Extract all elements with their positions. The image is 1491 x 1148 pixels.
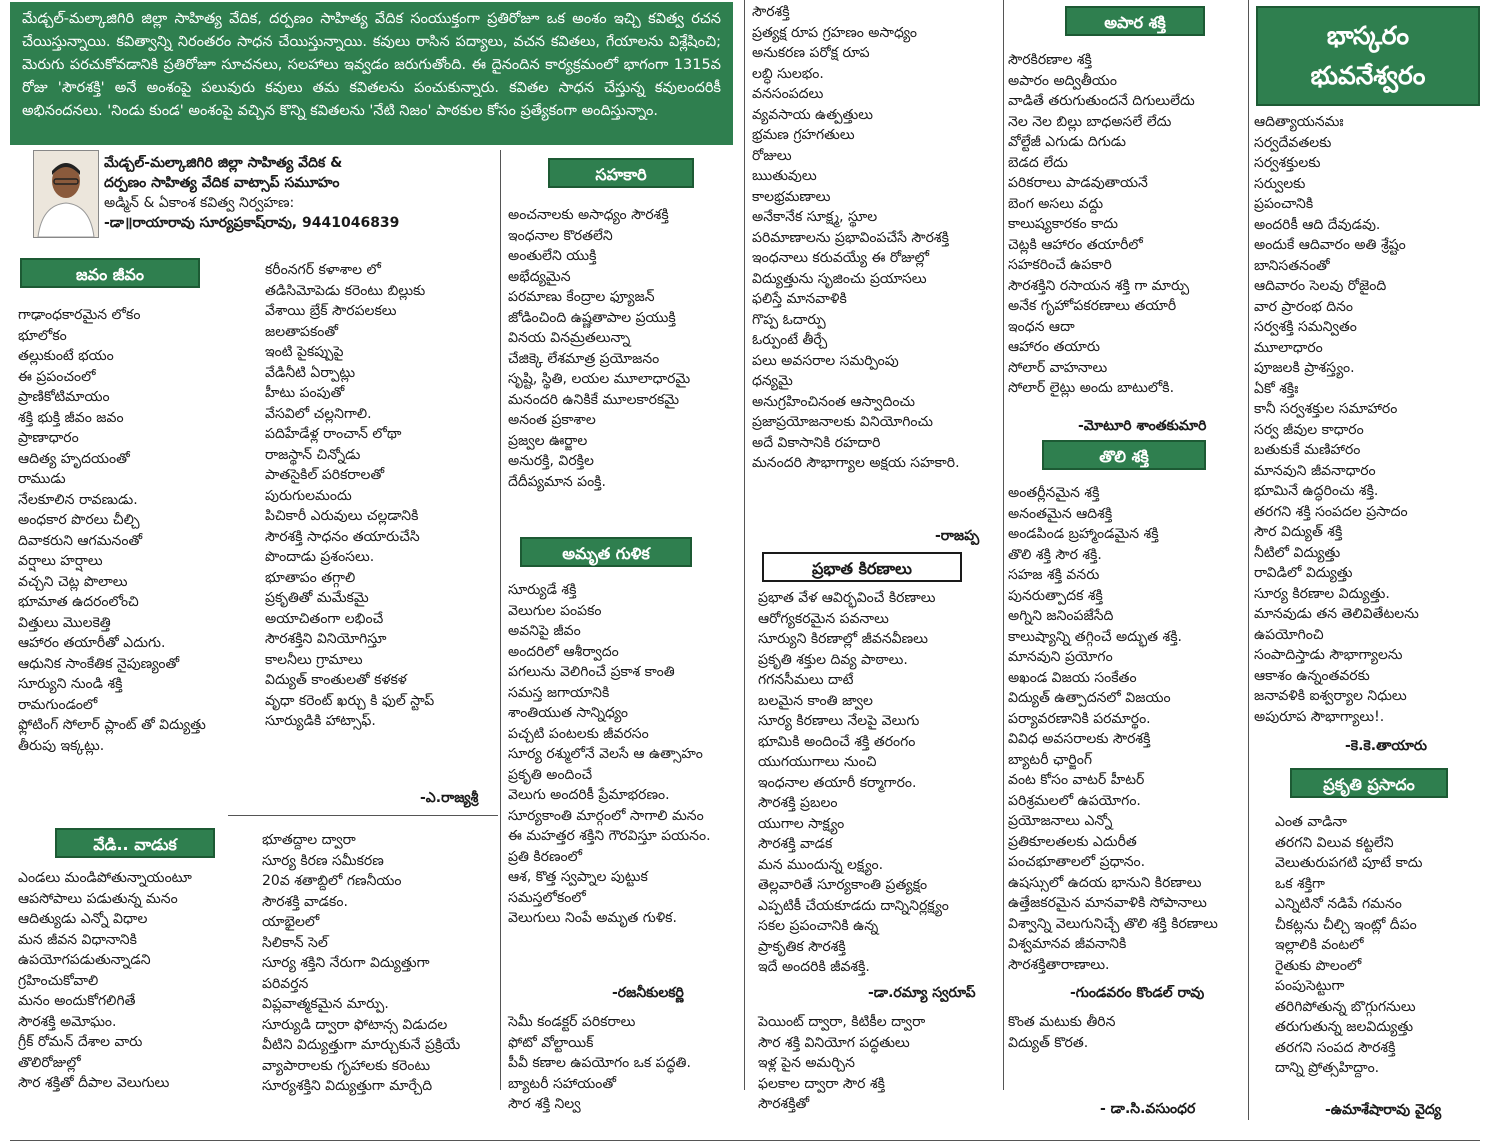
poem-line: సోలార్ లైట్లు అందు బాటులోకి.: [1008, 380, 1175, 396]
poem-line: గొప్ప ఓదార్పు: [752, 311, 826, 328]
poem-line: రోజులు: [752, 147, 792, 164]
poem-line: ఋతువులు: [752, 168, 817, 184]
poem-line: వేసవిలో చల్లనిగాలి.: [265, 405, 372, 422]
poem-line: సూర్య కిరణాలు నేలపై వెలుగు: [758, 713, 920, 729]
poem-line: పర్యావరణానికి పరమార్థం.: [1008, 710, 1151, 727]
poem-line: పంచభూతాలలో ప్రధానం.: [1008, 854, 1146, 870]
poem-line: గ్రీక్ రోమన్ దేశాల వారు: [18, 1034, 143, 1050]
poem-line: తరుగుతున్న జలవిద్యుత్తు: [1275, 1019, 1414, 1035]
poem-line: చేజిక్కె లేశమాత్ర ప్రయోజనం: [508, 350, 660, 367]
poem-line: దివాకరుని ఆగమనంతో: [18, 532, 143, 549]
poem-line: పరిమాణాలను ప్రభావింపచేసే సౌరశక్తి: [752, 229, 949, 246]
poem-line: ఎండలు మండిపోతున్నాయంటూ: [18, 870, 192, 886]
poem-line: సూర్య శక్తిని నేరుగా విద్యుత్తుగా: [262, 955, 430, 971]
poem-line: అభేద్యమైన: [508, 268, 571, 285]
poem-line: ధన్యమై: [752, 373, 793, 389]
poem-javam-col2: [265, 260, 434, 732]
poem-line: పెయింట్ ద్వారా, కిటికీల ద్వారా: [758, 1014, 926, 1030]
poem-line: గాఢాంధకారమైన లోకం: [18, 307, 141, 323]
organizer-line: అడ్మిన్ & ఏకాంశ కవిత్వ నిర్వహణ:: [104, 195, 295, 211]
poem-line: పచ్చటి పంటలకు జీవరసం: [508, 725, 649, 742]
poem-line: రాముడు: [18, 471, 66, 487]
poem-line: రాజస్థాన్ చిన్నోడు: [265, 446, 361, 463]
column-divider: [1003, 0, 1004, 1090]
poem-line: సూర్య రశ్ములోనే వెలసే ఆ ఉత్సాహం: [508, 746, 703, 762]
author-apara: -మోటూరి శాంతకుమారి: [1078, 418, 1207, 434]
poem-line: బానిసతనంతో: [1254, 257, 1330, 274]
poem-line: సౌర శక్తి వినియోగ పద్ధతులు: [758, 1034, 910, 1051]
poem-line: పీవీ కణాల ఉపయోగం ఒక పద్ధతి.: [508, 1055, 691, 1071]
poem-line: బతుకుకే మణిహారం: [1254, 442, 1361, 458]
poem-line: ఉపయోగపడుతున్నాడని: [18, 952, 151, 968]
poem-line: అపురూప సౌభాగ్యాలు!.: [1254, 708, 1385, 725]
poem-line: ప్రతి కిరణంలో: [508, 848, 583, 865]
poem-line: సౌర విద్యుత్ శక్తి: [1254, 524, 1343, 540]
poem-line: దేదీప్యమాన పంక్తి.: [508, 473, 606, 490]
poem-line: ఇల్లాలికి వంటలో: [1275, 937, 1364, 953]
poem-line: ఫలిస్తే మానవాళికి: [752, 291, 847, 307]
poem-line: భూమాత ఉదరంలోంచి: [18, 594, 139, 610]
heading-amrutha: అమృత గుళిక: [520, 537, 692, 567]
poem-line: పాతసైకిల్ పరికరాలతో: [265, 467, 385, 483]
heading-prakruthi: ప్రకృతి ప్రసాదం: [1290, 768, 1448, 798]
poem-bhaskaram: [1254, 112, 1419, 727]
poem-line: తడిసిమోపెడు కరెంటు బిల్లుకు: [265, 282, 426, 299]
poem-line: బ్యాటరీ ఛార్జింగ్: [1008, 751, 1092, 768]
poem-line: ప్రపంచానికి: [1254, 196, 1314, 212]
poem-line: వచ్చని చెట్ల పొలాలు: [18, 573, 128, 590]
poem-line: అందరిలో ఆశీర్వాదం: [508, 643, 619, 660]
intro-banner: మేడ్చల్-మల్కాజిగిరి జిల్లా సాహిత్య వేదిక, దర్పణం సాహిత్య వేదిక సంయుక్తంగా ప్రతిరోజూ ఒక అంశం ఇచ్చి కవిత్వ రచన చేయిస్తున్నాయి. కవిత్వాన్ని నిరంతరం సాధన చేయిస్తున్నాయి. కవులు రాసిన పద్యాలు, వచన కవితలు, గేయాలను విశ్లేషించి; మెరుగు పరచుకోవడానికి ప్రతిరోజూ సూచనలు, సలహాలు ఇవ్వడం జరుగుతోంది. ఈ దైనందిన కార్యక్రమంలో భాగంగా 1315వ రోజు 'సౌరశక్తి' అనే అంశంపై పలువురు కవులు తమ కవితలను పంచుకున్నారు. కవితల సాధన చేస్తున్న కవులందరికీ అభినందనలు. 'నిండు కుండ' అంశంపై వచ్చిన కొన్ని కవితలను 'నేటి నిజం' పాఠకుల కోసం ప్రత్యేకంగా అందిస్తున్నాం.: [10, 2, 733, 145]
poem-line: కాలుష్యాన్ని తగ్గించే అద్భుత శక్తి.: [1008, 628, 1182, 645]
poem-line: సౌరశక్తి వాడకం.: [262, 893, 348, 910]
poem-prakruthi: [1275, 812, 1422, 1079]
poem-line: విశ్వమానవ జీవనానికి: [1008, 936, 1127, 952]
poem-line: సకల ప్రపంచానికి ఉన్న: [758, 918, 879, 934]
poem-line: భూమినే ఉద్ధరించు శక్తి.: [1254, 483, 1379, 499]
poem-amrutha: [508, 580, 711, 929]
poem-line: ప్రాణాధారం: [18, 430, 79, 446]
heading-prabhatha: ప్రభాత కిరణాలు: [762, 552, 962, 582]
poem-line: ప్రాణికోటిమాయం: [18, 389, 110, 405]
poem-line: విద్యుత్తును సృజించు ప్రయాసలు: [752, 270, 927, 287]
poem-line: మనందరి సౌభాగ్యాల అక్షయ సహకారి.: [752, 455, 960, 471]
poem-line: యుగయుగాలు నుంచి: [758, 754, 877, 770]
poem-line: మనందరి ఉనికికే మూలకారకమై: [508, 391, 680, 408]
poem-line: తొలి శక్తి సౌర శక్తి.: [1008, 546, 1102, 563]
poem-line: ఆదిత్యాయనమః: [1254, 114, 1344, 130]
poem-line: సూర్యశక్తిని విద్యుత్తుగా మార్చేది: [262, 1078, 433, 1094]
poem-line: వినయ వినమ్రతలున్నా: [508, 330, 631, 346]
poem-line: వెలుతురుపగటి పూటే కాదు: [1275, 855, 1423, 871]
poem-line: సౌరశక్తి వాడక: [758, 836, 833, 852]
poem-line: వృధా కరెంట్ ఖర్చు కి ఫుల్ స్టాప్: [265, 692, 435, 709]
poem-line: అనుగ్రహించినంత ఆస్వాదించు: [752, 393, 915, 410]
poem-line: సూర్య కిరణ సమీకరణ: [262, 852, 384, 869]
poem-line: సమస్త జగాయానికి: [508, 684, 610, 701]
poem-line: పగలును వెలిగించే ప్రకాశ కాంతి: [508, 664, 675, 680]
poem-vedi-col2: [262, 830, 460, 1097]
poem-line: నీటిలో విద్యుత్తు: [1254, 544, 1341, 561]
poem-line: ప్రయోజనాలు ఎన్నో: [1008, 813, 1113, 829]
poem-line: ఆదివారం సెలవు రోజైంది: [1254, 278, 1387, 294]
poem-line: ప్రత్యక్ష రూప గ్రహణం అసాధ్యం: [752, 24, 917, 41]
poem-line: పరిశ్రమలలో ఉపయోగం.: [1008, 792, 1141, 809]
page-title: [1256, 6, 1480, 106]
poem-line: సర్వదేవతలకు: [1254, 134, 1332, 151]
poem-line: ఆదిత్యుడు ఎన్నో విధాల: [18, 911, 148, 927]
organizer-info: [104, 153, 399, 233]
poem-line: ఆహారం తయారు: [1008, 339, 1101, 355]
poem-line: నేలకూలిన రావణుడు.: [18, 491, 138, 508]
column-divider: [1248, 0, 1249, 1120]
poem-line: సౌరకిరణాల శక్తి: [1008, 52, 1092, 68]
poem-line: చీకట్లను చీల్చి ఇంట్లో దీపం: [1275, 916, 1417, 933]
poem-line: గ్రహించుకోవాలి: [18, 972, 99, 989]
poem-line: రావిడిలో విద్యుత్తు: [1254, 565, 1353, 581]
poem-line: ఆధునిక సాంకేతిక నైపుణ్యంతో: [18, 655, 180, 672]
poem-line: అవనిపై జీవం: [508, 623, 581, 639]
poem-line: అందరికీ ఆది దేవుడవు.: [1254, 216, 1381, 233]
poem-line: జోడించింది ఉష్ణతాపాల ప్రయుక్తి: [508, 309, 676, 326]
author-prabhatha: -డా.రమ్యా స్వరూప్: [868, 985, 976, 1001]
poem-line: సౌర శక్తితో దీపాల వెలుగులు: [18, 1075, 170, 1091]
poem-line: వాడితే తరుగుతుందనే దిగులులేదు: [1008, 93, 1195, 109]
poem-line: వేడినీటి ఏర్పాట్లు: [265, 364, 356, 381]
poem-line: సూర్యుడికి హాట్సాఫ్.: [265, 713, 376, 729]
poem-line: సూర్య కిరణాల విద్యుత్తు.: [1254, 585, 1390, 602]
poem-line: అపారం అద్వితీయం: [1008, 72, 1117, 89]
author-prakruthi: -ఉమాశేషారావు వైద్య: [1325, 1102, 1442, 1118]
author-bhaskaram: -కె.కె.తాయారు: [1345, 738, 1428, 754]
poem-line: గగనసీమలు దాటే: [758, 672, 854, 688]
poem-line: అనుకరణ పరోక్ష రూప: [752, 45, 870, 61]
poem-line: వెలుగుల పంపకం: [508, 602, 602, 619]
poem-line: పూజలకి ప్రాశస్త్యం.: [1254, 360, 1355, 376]
poem-line: సూర్యుడి ద్వారా ఫోటాన్స విడుదల: [262, 1016, 448, 1033]
poem-line: సౌరశక్తి ప్రబలం: [758, 795, 838, 811]
poem-apara: [1008, 50, 1195, 399]
poem-line: కొంత మటుకు తీరిన: [1008, 1014, 1116, 1030]
bottom-rule: [10, 1140, 1480, 1141]
poem-line: ఉషస్సులో ఉదయ భానుని కిరణాలు: [1008, 874, 1202, 891]
poem-line: విద్యుత్ కొరత.: [1008, 1034, 1089, 1051]
poem-line: తరగని శక్తి సంపదల ప్రసాదం: [1254, 503, 1408, 520]
poem-line: మానవుడు తన తెలివితేటలను: [1254, 606, 1419, 622]
poem-line: హీటు పంపుతో: [265, 385, 345, 401]
poem-line: ఫోటో వోల్టాయిక్: [508, 1034, 594, 1051]
poem-line: సోలార్ వాహనాలు: [1008, 359, 1108, 376]
poem-line: వర్షాలు హర్షాలు: [18, 553, 103, 569]
poem-line: పలు అవసరాల సమర్పింపు: [752, 352, 899, 369]
poem-line: పరివర్తన: [262, 975, 309, 992]
poem-line: దాన్ని ప్రోత్సహిద్దాం.: [1275, 1060, 1380, 1076]
poem-prabhatha: [758, 588, 949, 978]
poem-line: వ్యవసాయ ఉత్పత్తులు: [752, 106, 874, 123]
poem-line: తరగని సంపద సౌరశక్తి: [1275, 1039, 1396, 1056]
poem-line: వార ప్రారంభ దినం: [1254, 298, 1354, 315]
poem-line: అనంత ప్రకాశాల: [508, 412, 596, 428]
poem-line: తల్లుకుంటే భయం: [18, 348, 114, 364]
poem-line: సూర్యుని నుండి శక్తి: [18, 676, 123, 692]
poem-line: రామగుండంలో: [18, 696, 98, 713]
poem-line: అగ్నిని జనింపజేసేది: [1008, 608, 1114, 624]
poem-line: ఆరోగ్యకరమైన పవనాలు: [758, 610, 889, 627]
poem-line: సర్వులకు: [1254, 175, 1306, 192]
poem-line: తెల్లవారితే సూర్యకాంతి ప్రత్యక్షం: [758, 877, 928, 893]
poem-line: అయాచితంగా లభించే: [265, 610, 384, 627]
poem-line: మూలాధారం: [1254, 339, 1323, 356]
section-rule: [228, 815, 498, 816]
poem-line: ప్రకృతి అందించే: [508, 766, 593, 783]
poem-tholi: [1008, 483, 1218, 975]
author-sahakari: -రాజప్ప: [935, 528, 980, 544]
poem-line: భూతద్దాల ద్వారా: [262, 832, 356, 848]
heading-vedi: వేడి.. వాడుక: [55, 828, 215, 858]
poem-line: సౌరశక్తిని రసాయన శక్తి గా మార్పు: [1008, 277, 1190, 294]
poem-line: వేశాయి బ్రేక్ సౌరపలకలు: [265, 303, 397, 319]
poem-line: సర్వశక్తి సమన్వితం: [1254, 319, 1357, 335]
poem-line: ఓర్పుంటే తీర్చే: [752, 332, 828, 348]
poem-line: సూర్యుని కిరణాల్లో జీవనవీణలు: [758, 631, 928, 647]
poem-line: ఉపయోగించి: [1254, 626, 1324, 643]
poem-line: కరీంనగర్ కళాశాల లో: [265, 262, 381, 278]
poem-line: వీటిని విద్యుత్తుగా మార్చుకునే ప్రక్రియే: [262, 1037, 461, 1053]
poem-line: సౌరశక్తితో: [758, 1096, 810, 1112]
poem-line: చెట్లకి ఆహారం తయారీలో: [1008, 236, 1143, 253]
poem-line: సర్వ జీవుల కాధారం: [1254, 421, 1364, 438]
poem-line: ఇంటి పైకప్పుపై: [265, 344, 344, 360]
poem-line: పిచికారీ ఎరువులు చల్లడానికి: [265, 508, 419, 524]
poem-line: ప్రాకృతిక సౌరశక్తి: [758, 938, 846, 955]
poem-line: విద్యుత్ కాంతులతో కళకళ: [265, 672, 407, 688]
poem-line: కాలుష్యకారకం కాదు: [1008, 216, 1118, 232]
poem-line: ఇంధనాల కొరతలేని: [508, 227, 613, 244]
poem-line: మన జీవన విధానానికి: [18, 931, 137, 948]
poem-line: అందుకే ఆదివారం అతి శ్రేష్టం: [1254, 237, 1406, 253]
poem-line: సహకరించే ఉపకారి: [1008, 257, 1112, 273]
poem-line: సిలికాన్ సెల్: [262, 934, 328, 951]
poem-line: వంట కోసం వాటర్ హీటర్: [1008, 772, 1145, 788]
poem-line: ఇంధనాల తయారీ కర్మాగారం.: [758, 774, 917, 791]
poem-line: రైతుకు పొలంలో: [1275, 957, 1362, 974]
person-portrait-icon: [34, 151, 98, 237]
poem-line: అండపిండ బ్రహ్మాండమైన శక్తి: [1008, 526, 1159, 542]
poem-line: పరికరాలు పాడవుతాయనే: [1008, 175, 1148, 191]
poem-line: ఇళ్ల పైన అమర్చిన: [758, 1055, 855, 1071]
heading-apara: అపార శక్తి: [1065, 6, 1205, 36]
poem-line: ఎప్పటికీ చేయకూడదు దాన్నినిర్లక్ష్యం: [758, 897, 949, 914]
poem-line: అనేకానేక సూక్ష్మ, స్థూల: [752, 209, 878, 225]
poem-line: వనసంపదలు: [752, 86, 824, 102]
poem-line: ఎంత వాడినా: [1275, 814, 1347, 830]
poem-line: విద్యుత్ ఉత్పాదనలో విజయం: [1008, 690, 1171, 706]
poem-line: సృష్టి, స్థితి, లయల మూలాధారమై: [508, 371, 691, 387]
poem-line: కాలభ్రమణాలు: [752, 188, 831, 205]
poem-line: తీరుపు ఇక్కట్లు.: [18, 737, 105, 754]
poem-line: ప్రతికూలతలకు ఎదురీత: [1008, 833, 1137, 850]
poem-vedi-col4: [758, 1012, 925, 1115]
author-vedi: - డా.సి.వసుంధర: [1100, 1101, 1196, 1117]
poem-line: అనంతమైన ఆదిశక్తి: [1008, 505, 1113, 522]
page-title-line-1: భాస్కరం: [1326, 21, 1410, 50]
poem-line: ఇంధనాలు కరువయ్యే ఈ రోజుల్లో: [752, 250, 930, 266]
poem-line: శాంతియుత సాన్నిధ్యం: [508, 705, 629, 721]
author-amrutha: -రజనీకులకర్ణి: [612, 985, 684, 1001]
poem-sahakari-col2: [752, 2, 960, 474]
heading-tholi: తొలి శక్తి: [1042, 440, 1206, 470]
poem-line: సర్వశక్తులకు: [1254, 155, 1321, 171]
poem-line: ఈ మహత్తర శక్తిని గౌరవిస్తూ పయనం.: [508, 828, 711, 844]
poem-line: వోల్టేజీ ఎగుడు దిగుడు: [1008, 134, 1127, 150]
poem-line: సౌరశక్తిని వినియోగిస్తూ: [265, 631, 387, 647]
poem-line: కాలనీలు గ్రామాలు: [265, 651, 363, 668]
poem-line: యాభైలలో: [262, 914, 320, 930]
column-divider: [744, 0, 745, 1090]
poem-line: బ్యాటరీ సహాయంతో: [508, 1075, 617, 1092]
organizer-line: దర్పణం సాహిత్య వేదిక వాట్సాప్ సమూహం: [104, 175, 340, 191]
poem-line: ఫ్లోటింగ్ సోలార్ ప్లాంట్ తో విద్యుత్తు: [18, 717, 206, 733]
poem-line: మనం అందుకోగలిగితే: [18, 993, 136, 1009]
poem-line: మానవుని ప్రయోగం: [1008, 649, 1113, 665]
poem-sahakari-col1: [508, 205, 690, 492]
poem-line: జలతాపకంతో: [265, 323, 339, 340]
poem-line: సహజ శక్తి వనరు: [1008, 567, 1100, 583]
poem-line: సౌరశక్తి సాధనం తయారుచేసి: [265, 528, 420, 545]
poem-line: జనావళికి ఐశ్వర్యాల నిధులు: [1254, 688, 1407, 704]
poem-line: సంపాదిస్తాడు సౌభాగ్యాలను: [1254, 647, 1403, 663]
poem-line: పునరుత్పాదక శక్తి: [1008, 587, 1103, 604]
poem-line: సూర్యకాంతి మార్గంలో సాగాలి మనం: [508, 807, 704, 824]
poem-line: ప్రకృతి శక్తుల దివ్య పాఠాలు.: [758, 651, 908, 668]
poem-line: పురుగులమందు: [265, 487, 352, 504]
poem-line: లబ్ధి సులభం.: [752, 65, 824, 82]
poem-line: అఖండ విజయ సంకేతం: [1008, 669, 1137, 686]
poem-line: కానీ సర్వశక్తుల సమాహారం: [1254, 401, 1398, 417]
poem-line: ఉత్తేజకరమైన మానవాళికి సోపానాలు: [1008, 895, 1207, 911]
poem-line: ఇదే అందరికి జీవశక్తి.: [758, 959, 870, 975]
poem-vedi-col1: [18, 868, 192, 1094]
poem-line: ఏకో శక్తిః: [1254, 380, 1299, 397]
poem-line: ఆశ, కొత్త స్వప్నాల పుట్టుక: [508, 869, 648, 885]
heading-javam: జవం జీవం: [20, 258, 200, 288]
poem-line: సెమీ కండక్టర్ పరికరాలు: [508, 1014, 636, 1030]
organizer-photo: [33, 150, 99, 238]
poem-line: ఆహారం తయారీతో ఎదుగు.: [18, 635, 166, 651]
column-divider: [500, 150, 501, 1090]
poem-line: ఒక శక్తిగా: [1275, 875, 1325, 892]
poem-line: 20వ శతాబ్దిలో గణనీయం: [262, 873, 402, 889]
poem-line: తొలిరోజుల్లో: [18, 1054, 81, 1071]
poem-line: అంచనాలకు అసాధ్యం సౌరశక్తి: [508, 207, 669, 223]
poem-line: సౌరశక్తితారాణాలు.: [1008, 956, 1110, 973]
poem-line: మన ముందున్న లక్ష్యం.: [758, 856, 884, 873]
poem-javam-col1: [18, 305, 206, 756]
poem-line: అంతులేని యుక్తి: [508, 248, 597, 264]
poem-line: ఈ ప్రపంచంలో: [18, 368, 96, 385]
poem-line: ప్రభాత వేళ ఆవిర్భవించే కిరణాలు: [758, 590, 936, 606]
poem-line: సమస్తలోకంలో: [508, 889, 586, 906]
poem-line: నెల నెల బిల్లు బాధఅసలే లేదు: [1008, 113, 1172, 130]
page-title-line-2: భువనేశ్వరం: [1310, 61, 1426, 90]
poem-line: భూమికి అందించే శక్తి తరంగం: [758, 733, 916, 750]
poem-line: భూలోకం: [18, 327, 67, 344]
poem-line: పరమాణు కేంద్రాల ఫ్యూజన్: [508, 289, 655, 305]
author-javam: -ఎ.రాజ్యశ్రీ: [420, 790, 479, 806]
poem-line: ఇంధన ఆదా: [1008, 318, 1075, 335]
poem-line: బెంగ అసలు వద్దు: [1008, 195, 1104, 212]
poem-line: విత్తులు మొలకెత్తి: [18, 614, 111, 631]
poem-line: బలమైన కాంతి జ్వాల: [758, 692, 873, 709]
poem-line: వ్యాపారాలకు గృహాలకు కరెంటు: [262, 1057, 431, 1074]
poem-line: శక్తి భుక్తి జీవం జవం: [18, 409, 124, 426]
poem-line: వివిధ అవసరాలకు సౌరశక్తి: [1008, 731, 1151, 747]
poem-line: విప్లవాత్మకమైన మార్పు.: [262, 996, 389, 1012]
poem-line: ఆదిత్య హృదయంతో: [18, 450, 130, 467]
poem-line: అనేక గృహోపకరణాలు తయారీ: [1008, 298, 1177, 314]
poem-line: వెలుగులు నింపే అమృత గుళిక.: [508, 910, 677, 926]
poem-line: పొందాడు ప్రశంసలు.: [265, 549, 375, 565]
poem-line: అదే వికాసానికి రహదారి: [752, 434, 881, 451]
poem-line: యుగాల సాక్ష్యం: [758, 815, 845, 832]
poem-vedi-col5: [1008, 1012, 1115, 1053]
poem-line: తరిగిపోతున్న బొగ్గుగనులు: [1275, 998, 1416, 1015]
poem-line: ప్రకృతితో మమేకమై: [265, 590, 369, 606]
poem-line: భూతాపం తగ్గాలి: [265, 569, 356, 586]
poem-line: ఆపసోపాలు పడుతున్న మనం: [18, 890, 178, 907]
poem-line: మానవుని జీవనాధారం: [1254, 462, 1376, 479]
poem-vedi-col3: [508, 1012, 691, 1115]
poem-line: పదిహేడేళ్ల రాంచాన్ లోథా: [265, 426, 402, 442]
poem-line: ఎన్నిటినో నడిపే గమనం: [1275, 896, 1402, 912]
poem-line: ఫలకాల ద్వారా సౌర శక్తి: [758, 1075, 885, 1092]
organizer-line: -డా॥రాయారావు సూర్యప్రకాష్‌రావు, 9441046839: [104, 215, 400, 231]
poem-line: ప్రజాప్రయోజనాలకు వినియోగించు: [752, 414, 933, 430]
poem-line: సౌర శక్తి నిల్వ: [508, 1096, 581, 1112]
poem-line: విశ్వాన్ని వెలుగునిచ్చే తొలి శక్తి కిరణాలు: [1008, 915, 1218, 932]
author-tholi: -గుండవరం కొండల్ రావు: [1070, 985, 1205, 1001]
poem-line: అంతర్లీనమైన శక్తి: [1008, 485, 1100, 501]
heading-sahakari: సహకారి: [548, 158, 694, 188]
poem-line: అంధకార పొరలు చీల్చి: [18, 512, 140, 528]
poem-line: బెడద లేదు: [1008, 154, 1068, 171]
poem-line: వెలుగు అందరికీ ప్రేమాభరణం.: [508, 787, 670, 803]
poem-line: సౌరశక్తి: [752, 4, 790, 20]
poem-line: ఆకాశం ఉన్నంతవరకు: [1254, 667, 1370, 684]
poem-line: సూర్యుడే శక్తి: [508, 582, 577, 598]
poem-line: పంపుసెట్టుగా: [1275, 978, 1345, 994]
poem-line: సౌరశక్తి అమోఘం.: [18, 1013, 117, 1030]
poem-line: అనురక్తి, విరక్తిల: [508, 453, 594, 469]
poem-line: తరగని విలువ కట్టలేని: [1275, 834, 1394, 851]
poem-line: భ్రమణ గ్రహగతులు: [752, 127, 855, 143]
organizer-line: మేడ్చల్-మల్కాజిగిరి జిల్లా సాహిత్య వేదిక &: [104, 155, 343, 171]
poem-line: ప్రజ్వల ఊర్జాల: [508, 432, 588, 449]
